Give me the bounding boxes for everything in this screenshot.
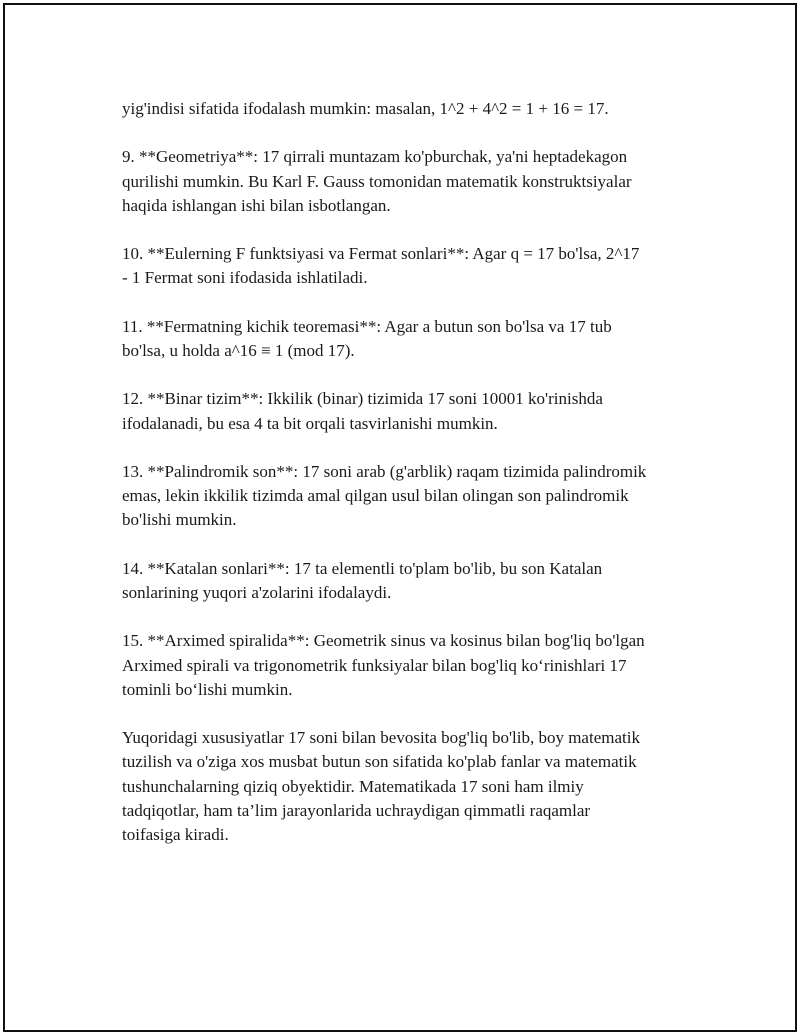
text-line: toifasiga kiradi. [122, 824, 229, 844]
text-line: Arximed spirali va trigonometrik funksiyalar bilan bog'liq ko‘rinishlari 17 [122, 655, 627, 675]
paragraph [122, 726, 697, 847]
text-line: tadqiqotlar, ham ta’lim jarayonlarida uchraydigan qimmatli raqamlar [122, 800, 591, 820]
text-line: tushunchalarning qiziq obyektidir. Matematikada 17 soni ham ilmiy [122, 776, 584, 796]
text-line: 13. **Palindromik son**: 17 soni arab (g'arblik) raqam tizimida palindromik [122, 461, 647, 481]
text-line: qurilishi mumkin. Bu Karl F. Gauss tomonidan matematik konstruktsiyalar [122, 171, 632, 191]
text-line: bo'lishi mumkin. [122, 510, 237, 530]
text-line: ifodalanadi, bu esa 4 ta bit orqali tasvirlanishi mumkin. [122, 413, 498, 433]
text-line: sonlarining yuqori a'zolarini ifodalaydi. [122, 582, 392, 602]
paragraph [122, 629, 697, 702]
paragraph [122, 97, 697, 121]
text-line: Yuqoridagi xususiyatlar 17 soni bilan bevosita bog'liq bo'lib, boy matematik [122, 728, 640, 748]
page-frame [3, 3, 797, 1032]
text-line: 11. **Fermatning kichik teoremasi**: Agar a butun son bo'lsa va 17 tub [122, 316, 612, 336]
paragraph [122, 387, 697, 435]
paragraph [122, 145, 697, 218]
text-line: 15. **Arximed spiralida**: Geometrik sinus va kosinus bilan bog'liq bo'lgan [122, 631, 645, 651]
text-line: tuzilish va o'ziga xos musbat butun son sifatida ko'plab fanlar va matematik [122, 752, 637, 772]
text-line: 10. **Eulerning F funktsiyasi va Fermat sonlari**: Agar q = 17 bo'lsa, 2^17 [122, 244, 640, 264]
text-line: haqida ishlangan ishi bilan isbotlangan. [122, 195, 391, 215]
text-line: 12. **Binar tizim**: Ikkilik (binar) tizimida 17 soni 10001 ko'rinishda [122, 389, 603, 409]
text-line: bo'lsa, u holda a^16 ≡ 1 (mod 17). [122, 340, 355, 360]
page-text [122, 97, 697, 871]
text-line: emas, lekin ikkilik tizimda amal qilgan usul bilan olingan son palindromik [122, 486, 629, 506]
text-line: 14. **Katalan sonlari**: 17 ta elementli to'plam bo'lib, bu son Katalan [122, 558, 603, 578]
paragraph [122, 315, 697, 363]
text-line: yig'indisi sifatida ifodalash mumkin: masalan, 1^2 + 4^2 = 1 + 16 = 17. [122, 99, 609, 118]
text-line: tominli bo‘lishi mumkin. [122, 679, 293, 699]
paragraph [122, 557, 697, 605]
text-line: - 1 Fermat soni ifodasida ishlatiladi. [122, 268, 368, 288]
paragraph [122, 242, 697, 290]
text-line: 9. **Geometriya**: 17 qirrali muntazam ko'pburchak, ya'ni heptadekagon [122, 147, 628, 167]
paragraph [122, 460, 697, 533]
